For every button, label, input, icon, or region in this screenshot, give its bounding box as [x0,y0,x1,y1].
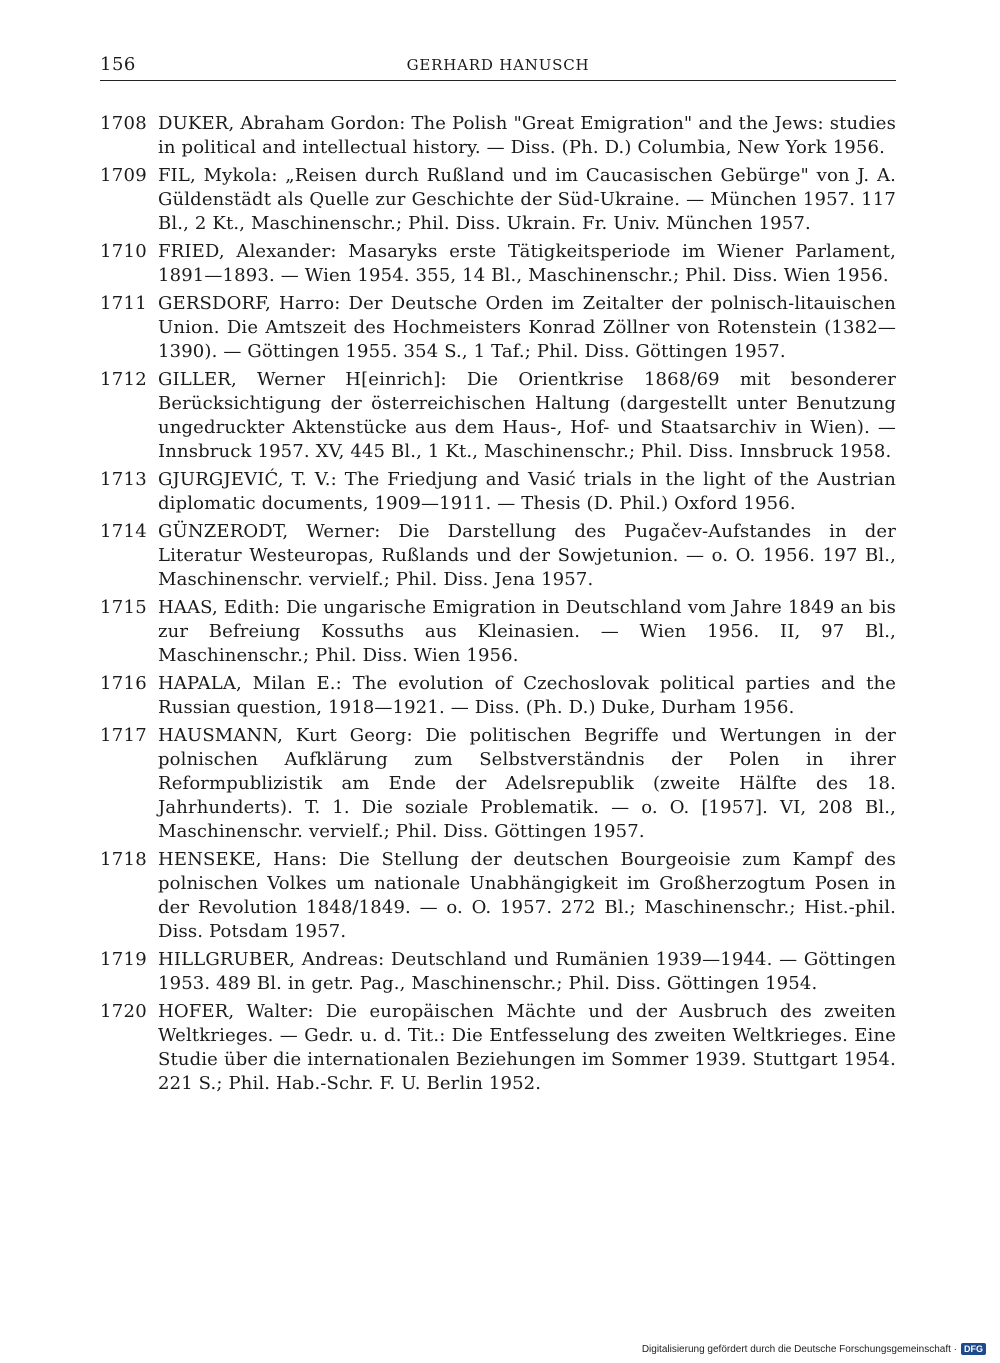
bibliography-entry-1714 [100,520,896,592]
bibliography-entry-1712 [100,368,896,464]
entry-number: 1710 [100,241,148,262]
entry-text: DUKER, Abraham Gordon: The Polish "Great Emigration" and the Jews: studies in political and intellectual history. — Diss. (Ph. D.) Columbia, New York 1956. [158,113,896,158]
page-number: 156 [100,54,136,75]
entry-number: 1708 [100,113,148,134]
bibliography-entry-1710 [100,240,896,288]
bibliography-entry-1711 [100,292,896,364]
entry-text: HAAS, Edith: Die ungarische Emigration in Deutschland vom Jahre 1849 an bis zur Befreiung Kossuths aus Kleinasien. — Wien 1956. II, 97 Bl., Maschinenschr.; Phil. Diss. Wien 1956. [158,597,896,666]
entry-text: HILLGRUBER, Andreas: Deutschland und Rumänien 1939—1944. — Göttingen 1953. 489 Bl. in getr. Pag., Maschinenschr.; Phil. Diss. Göttingen 1954. [158,949,896,994]
entry-number: 1715 [100,597,148,618]
entry-text: FIL, Mykola: „Reisen durch Rußland und im Caucasischen Gebürge" von J. A. Güldenstädt als Quelle zur Geschichte der Süd-Ukraine. — München 1957. 117 Bl., 2 Kt., Maschinenschr.; Phil. Diss. Ukrain. Fr. Univ. München 1957. [158,165,896,234]
entry-number: 1719 [100,949,148,970]
entry-text: HOFER, Walter: Die europäischen Mächte und der Ausbruch des zweiten Weltkrieges. — Gedr. u. d. Tit.: Die Entfesselung des zweiten Weltkrieges. Eine Studie über die internationalen Beziehungen im Sommer 1939. Stuttgart 1954. 221 S.; Phil. Hab.-Schr. F. U. Berlin 1952. [158,1001,896,1094]
entry-text: GILLER, Werner H[einrich]: Die Orientkrise 1868/69 mit besonderer Berücksichtigung der österreichischen Haltung (dargestellt unter Benutzung ungedruckter Aktenstücke aus dem Haus-, Hof- und Staatsarchiv in Wien). — Innsbruck 1957. XV, 445 Bl., 1 Kt., Maschinenschr.; Phil. Diss. Innsbruck 1958. [158,369,896,462]
entry-number: 1712 [100,369,148,390]
bibliography-entry-1716 [100,672,896,720]
bibliography-entry-1708 [100,112,896,160]
bibliography-entry-1715 [100,596,896,668]
entry-number: 1711 [100,293,148,314]
digitization-credit [642,1343,986,1355]
entry-text: GÜNZERODT, Werner: Die Darstellung des Pugačev-Aufstandes in der Literatur Westeuropas, Rußlands und der Sowjetunion. — o. O. 1956. 197 Bl., Maschinenschr. vervielf.; Phil. Diss. Jena 1957. [158,521,896,590]
page-header [100,52,896,81]
credit-text: Digitalisierung gefördert durch die Deutsche Forschungsgemeinschaft · [641,1343,957,1355]
entry-text: GJURGJEVIĆ, T. V.: The Friedjung and Vasić trials in the light of the Austrian diplomatic documents, 1909—1911. — Thesis (D. Phil.) Oxford 1956. [158,469,896,514]
bibliography-entry-1717 [100,724,896,844]
entry-number: 1709 [100,165,148,186]
bibliography-entry-1713 [100,468,896,516]
entry-number: 1716 [100,673,148,694]
dfg-logo-icon: DFG [961,1343,986,1355]
entry-text: HAUSMANN, Kurt Georg: Die politischen Begriffe und Wertungen in der polnischen Aufklärung zum Selbstverständnis der Polen in ihrer Reformpublizistik am Ende der Adelsrepublik (zweite Hälfte des 18. Jahrhunderts). T. 1. Die soziale Problematik. — o. O. [1957]. VI, 208 Bl., Maschinenschr. vervielf.; Phil. Diss. Göttingen 1957. [158,725,896,842]
bibliography-list [100,112,896,1100]
entry-number: 1717 [100,725,148,746]
entry-number: 1713 [100,469,148,490]
entry-text: FRIED, Alexander: Masaryks erste Tätigkeitsperiode im Wiener Parlament, 1891—1893. — Wien 1954. 355, 14 Bl., Maschinenschr.; Phil. Diss. Wien 1956. [158,241,896,286]
entry-number: 1714 [100,521,148,542]
bibliography-entry-1709 [100,164,896,236]
entry-number: 1720 [100,1001,148,1022]
entry-text: GERSDORF, Harro: Der Deutsche Orden im Zeitalter der polnisch-litauischen Union. Die Amtszeit des Hochmeisters Konrad Zöllner von Rotenstein (1382—1390). — Göttingen 1955. 354 S., 1 Taf.; Phil. Diss. Göttingen 1957. [158,293,896,362]
bibliography-entry-1720 [100,1000,896,1096]
entry-number: 1718 [100,849,148,870]
entry-text: HAPALA, Milan E.: The evolution of Czechoslovak political parties and the Russian question, 1918—1921. — Diss. (Ph. D.) Duke, Durham 1956. [158,673,896,718]
running-head: GERHARD HANUSCH [406,56,590,74]
bibliography-entry-1719 [100,948,896,996]
bibliography-entry-1718 [100,848,896,944]
entry-text: HENSEKE, Hans: Die Stellung der deutschen Bourgeoisie zum Kampf des polnischen Volkes um nationale Unabhängigkeit im Großherzogtum Posen in der Revolution 1848/1849. — o. O. 1957. 272 Bl.; Maschinenschr.; Hist.-phil. Diss. Potsdam 1957. [158,849,896,942]
